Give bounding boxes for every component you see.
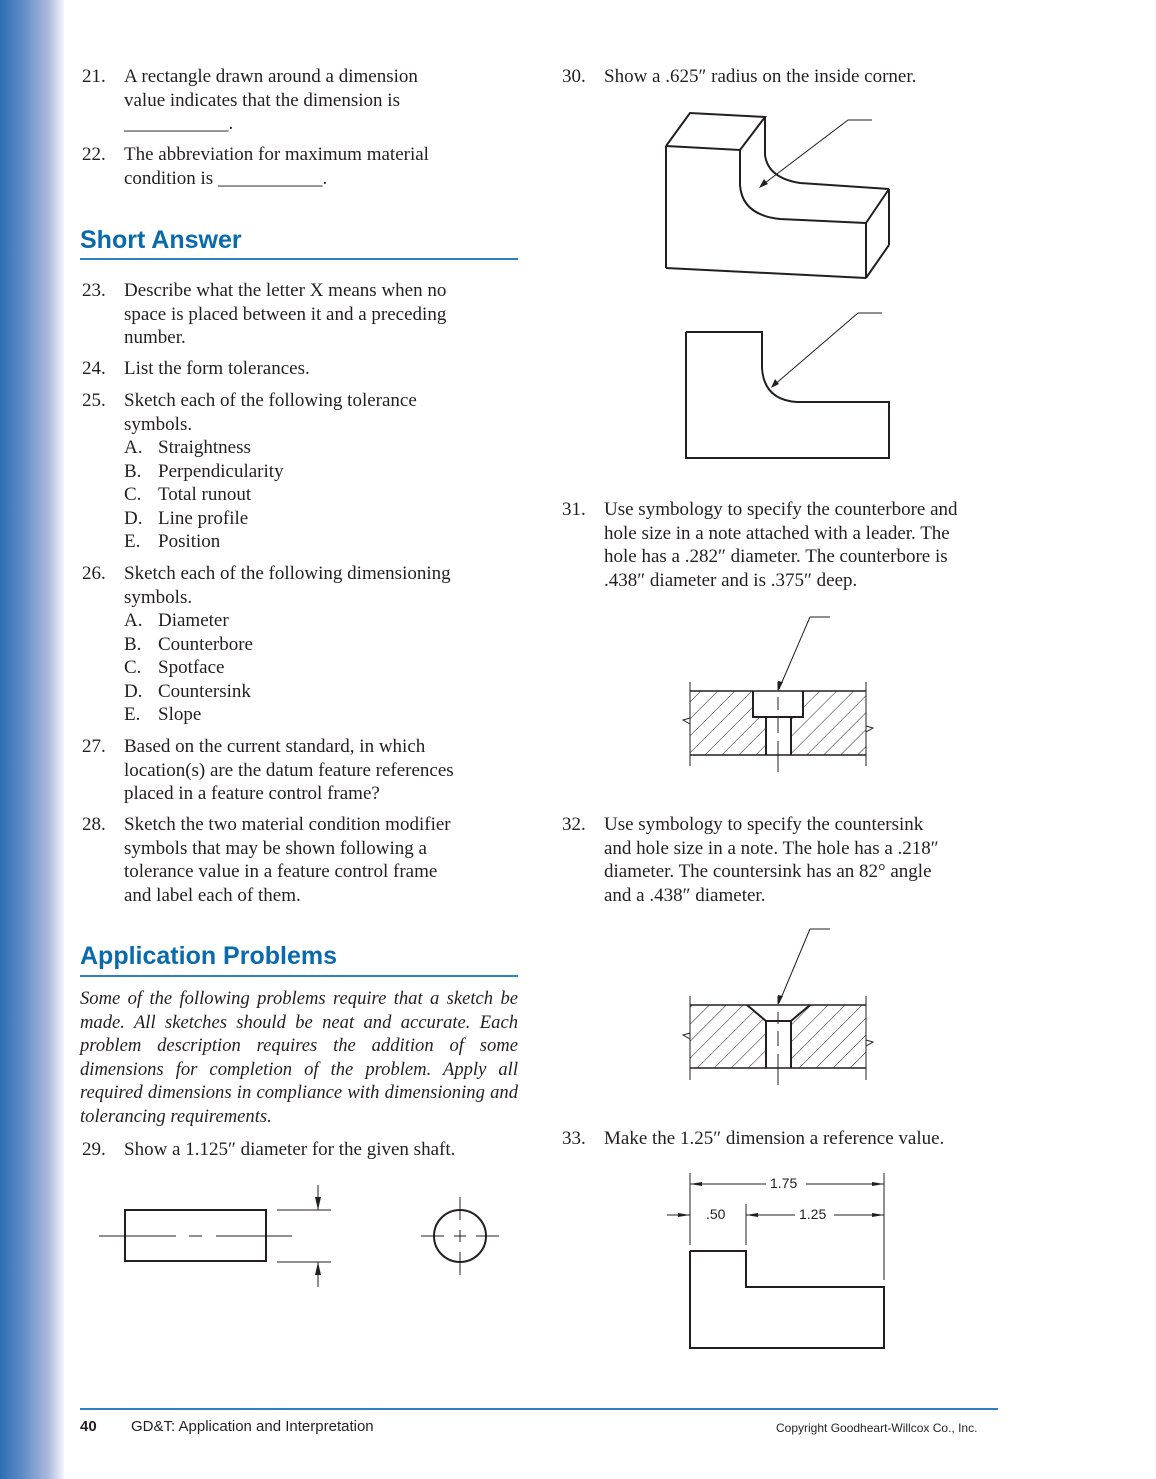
question-text: and label each of them. bbox=[124, 884, 301, 906]
question-text: and a .438″ diameter. bbox=[604, 884, 766, 906]
question-text: Sketch the two material condition modifier bbox=[124, 814, 451, 835]
copyright: Copyright Goodheart-Willcox Co., Inc. bbox=[776, 1421, 978, 1435]
question-number: 23. bbox=[82, 280, 106, 301]
question-text: number. bbox=[124, 327, 186, 349]
dimension-right: 1.25 bbox=[799, 1206, 827, 1222]
question-text: space is placed between it and a preceding bbox=[124, 303, 447, 325]
question-text: diameter. The countersink has an 82° angle bbox=[604, 861, 932, 883]
question-number: 31. bbox=[562, 499, 586, 520]
question-text: Make the 1.25″ dimension a reference value. bbox=[604, 1128, 945, 1149]
question-text: symbols. bbox=[124, 586, 193, 608]
question-number: 24. bbox=[82, 358, 106, 379]
application-intro: Some of the following problems require that a sketch be made. All sketches should be neat and accurate. Each problem description requires the addition of some dimensions for completion of the problem. Apply all required dimensions in compliance with dimensioning and tolerancing requirements. bbox=[80, 988, 518, 1127]
question-text: value indicates that the dimension is bbox=[124, 89, 400, 111]
question-text: symbols that may be shown following a bbox=[124, 837, 427, 859]
question-number: 22. bbox=[82, 144, 106, 165]
question-text: The abbreviation for maximum material bbox=[124, 144, 429, 165]
question-text: Use symbology to specify the counterbore and bbox=[604, 499, 958, 520]
question-text: .438″ diameter and is .375″ deep. bbox=[604, 569, 858, 591]
footer-rule bbox=[80, 1408, 998, 1410]
question-number: 33. bbox=[562, 1128, 586, 1149]
question-text: Sketch each of the following dimensioning bbox=[124, 563, 451, 584]
question-number: 32. bbox=[562, 814, 586, 835]
answer-blank: ___________. bbox=[124, 113, 234, 135]
book-title: GD&T: Application and Interpretation bbox=[131, 1418, 374, 1435]
question-text: location(s) are the datum feature references bbox=[124, 759, 454, 781]
question-text: List the form tolerances. bbox=[124, 358, 310, 379]
question-number: 21. bbox=[82, 66, 106, 87]
question-text: Describe what the letter X means when no bbox=[124, 280, 447, 301]
question-number: 28. bbox=[82, 814, 106, 835]
page-number: 40 bbox=[80, 1418, 97, 1435]
dimension-left: .50 bbox=[706, 1206, 726, 1222]
question-text: Show a 1.125″ diameter for the given shaft. bbox=[124, 1139, 456, 1160]
question-number: 26. bbox=[82, 563, 106, 584]
question-number: 29. bbox=[82, 1139, 106, 1160]
question-number: 25. bbox=[82, 390, 106, 411]
question-text: condition is ___________. bbox=[124, 167, 328, 189]
question-text: Use symbology to specify the countersink bbox=[604, 814, 924, 835]
question-text: Based on the current standard, in which bbox=[124, 736, 426, 757]
question-number: 27. bbox=[82, 736, 106, 757]
question-number: 30. bbox=[562, 66, 586, 87]
question-text: hole size in a note attached with a leader. The bbox=[604, 522, 950, 544]
question-text: placed in a feature control frame? bbox=[124, 783, 380, 805]
question-text: Sketch each of the following tolerance bbox=[124, 390, 417, 411]
question-text: tolerance value in a feature control frame bbox=[124, 861, 438, 883]
question-text: and hole size in a note. The hole has a .218″ bbox=[604, 837, 939, 859]
dimension-overall: 1.75 bbox=[770, 1175, 798, 1191]
section-heading-application-problems: Application Problems bbox=[80, 942, 337, 970]
question-text: Show a .625″ radius on the inside corner. bbox=[604, 66, 917, 87]
question-text: A rectangle drawn around a dimension bbox=[124, 66, 418, 87]
question-text: symbols. bbox=[124, 413, 193, 435]
question-text: hole has a .282″ diameter. The counterbore is bbox=[604, 546, 948, 568]
section-heading-short-answer: Short Answer bbox=[80, 226, 242, 254]
